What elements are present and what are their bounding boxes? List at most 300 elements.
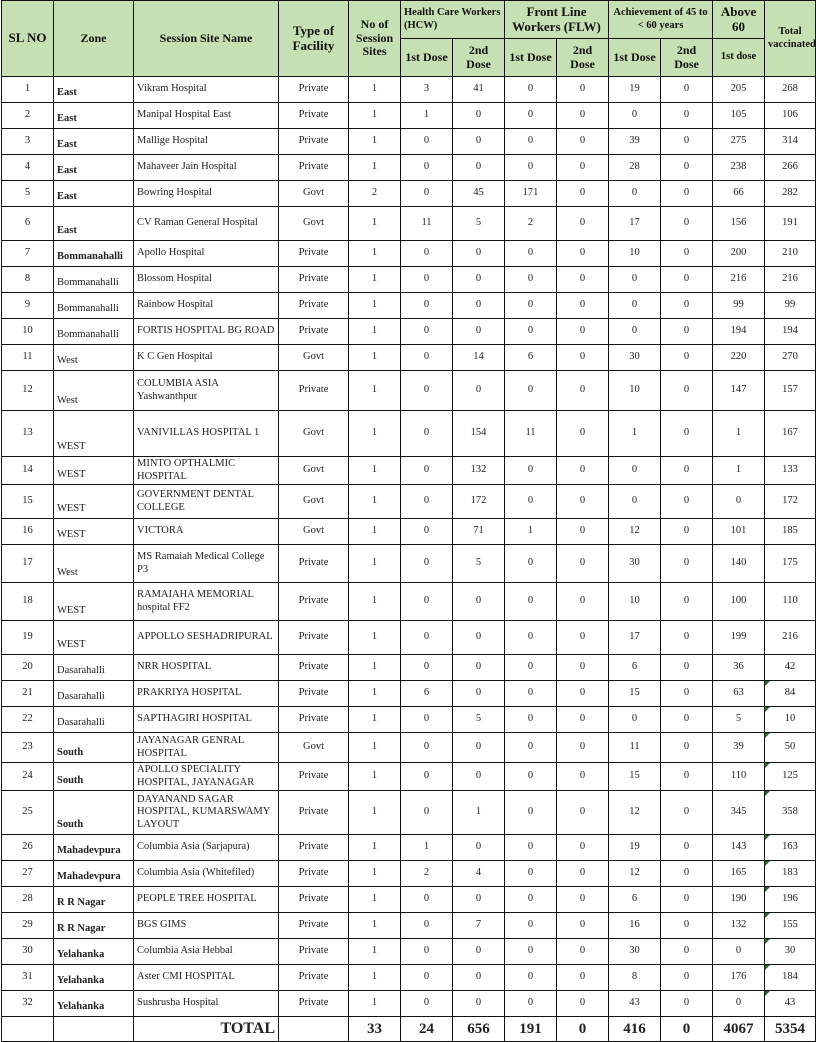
- table-row: [2, 707, 816, 733]
- above60-dose1-cell: 0: [713, 485, 765, 519]
- age45-dose1-cell: 12: [609, 519, 661, 545]
- hcw-dose1-cell: 0: [401, 965, 453, 991]
- total-vaccinated-cell: 84: [765, 681, 816, 707]
- total-vaccinated-cell: 185: [765, 519, 816, 545]
- session-sites-cell: 1: [349, 371, 401, 411]
- total-empty-type: [279, 1017, 349, 1042]
- table-row: [2, 733, 816, 763]
- session-sites-cell: 1: [349, 519, 401, 545]
- total-vaccinated-cell: 10: [765, 707, 816, 733]
- total-vaccinated-cell: 50: [765, 733, 816, 763]
- age45-dose1-cell: 19: [609, 77, 661, 103]
- zone-cell: East: [54, 129, 134, 155]
- hcw-dose2-cell: 0: [453, 965, 505, 991]
- header-above60-dose1: 1st dose: [713, 39, 765, 77]
- table-row: [2, 991, 816, 1017]
- session-site-cell: PEOPLE TREE HOSPITAL: [134, 887, 279, 913]
- session-site-cell: COLUMBIA ASIA Yashwanthpur: [134, 371, 279, 411]
- hcw-dose2-cell: 0: [453, 681, 505, 707]
- flw-dose2-cell: 0: [557, 707, 609, 733]
- total-vaccinated-cell: 163: [765, 835, 816, 861]
- sl-no-cell: 8: [2, 267, 54, 293]
- facility-type-cell: Private: [279, 129, 349, 155]
- above60-dose1-cell: 101: [713, 519, 765, 545]
- header-zone: Zone: [54, 1, 134, 77]
- table-row: [2, 913, 816, 939]
- facility-type-cell: Private: [279, 371, 349, 411]
- facility-type-cell: Private: [279, 655, 349, 681]
- age45-dose1-cell: 6: [609, 655, 661, 681]
- hcw-dose1-cell: 0: [401, 583, 453, 621]
- flw-dose1-cell: 0: [505, 319, 557, 345]
- flw-dose2-cell: 0: [557, 939, 609, 965]
- session-sites-cell: 1: [349, 293, 401, 319]
- hcw-dose2-cell: 0: [453, 763, 505, 791]
- header-flw-dose1: 1st Dose: [505, 39, 557, 77]
- sl-no-cell: 30: [2, 939, 54, 965]
- age45-dose2-cell: 0: [661, 791, 713, 835]
- table-row: [2, 293, 816, 319]
- age45-dose2-cell: 0: [661, 861, 713, 887]
- above60-dose1-cell: 0: [713, 939, 765, 965]
- above60-dose1-cell: 199: [713, 621, 765, 655]
- facility-type-cell: Govt: [279, 411, 349, 457]
- flw-dose1-cell: 0: [505, 545, 557, 583]
- age45-dose1-cell: 8: [609, 965, 661, 991]
- zone-cell: WEST: [54, 583, 134, 621]
- hcw-dose2-cell: 0: [453, 887, 505, 913]
- session-sites-cell: 1: [349, 267, 401, 293]
- age45-dose1-cell: 16: [609, 913, 661, 939]
- hcw-dose2-cell: 0: [453, 835, 505, 861]
- hcw-dose1-cell: 0: [401, 621, 453, 655]
- above60-dose1-cell: 205: [713, 77, 765, 103]
- hcw-dose1-cell: 0: [401, 707, 453, 733]
- session-site-cell: Apollo Hospital: [134, 241, 279, 267]
- table-row: [2, 345, 816, 371]
- above60-dose1-cell: 345: [713, 791, 765, 835]
- facility-type-cell: Private: [279, 319, 349, 345]
- age45-dose2-cell: 0: [661, 129, 713, 155]
- header-hcw: Health Care Workers (HCW): [401, 1, 505, 39]
- zone-cell: South: [54, 763, 134, 791]
- hcw-dose2-cell: 0: [453, 103, 505, 129]
- table-row: [2, 103, 816, 129]
- above60-dose1-cell: 39: [713, 733, 765, 763]
- age45-dose1-cell: 12: [609, 791, 661, 835]
- zone-cell: Mahadevpura: [54, 861, 134, 887]
- above60-dose1-cell: 165: [713, 861, 765, 887]
- flw-dose1-cell: 0: [505, 991, 557, 1017]
- hcw-dose2-cell: 0: [453, 293, 505, 319]
- sl-no-cell: 24: [2, 763, 54, 791]
- hcw-dose2-cell: 71: [453, 519, 505, 545]
- zone-cell: R R Nagar: [54, 887, 134, 913]
- total-vaccinated-cell: 133: [765, 457, 816, 485]
- session-site-cell: MS Ramaiah Medical College P3: [134, 545, 279, 583]
- session-site-cell: SAPTHAGIRI HOSPITAL: [134, 707, 279, 733]
- facility-type-cell: Private: [279, 965, 349, 991]
- flw-dose2-cell: 0: [557, 241, 609, 267]
- age45-dose2-cell: 0: [661, 583, 713, 621]
- table-row: [2, 583, 816, 621]
- session-sites-cell: 1: [349, 103, 401, 129]
- session-sites-cell: 1: [349, 207, 401, 241]
- hcw-dose1-cell: 0: [401, 267, 453, 293]
- total-flw-dose2: 0: [557, 1017, 609, 1042]
- hcw-dose1-cell: 0: [401, 939, 453, 965]
- hcw-dose2-cell: 0: [453, 733, 505, 763]
- age45-dose2-cell: 0: [661, 621, 713, 655]
- session-sites-cell: 1: [349, 319, 401, 345]
- flw-dose2-cell: 0: [557, 267, 609, 293]
- age45-dose2-cell: 0: [661, 319, 713, 345]
- age45-dose2-cell: 0: [661, 887, 713, 913]
- facility-type-cell: Private: [279, 583, 349, 621]
- above60-dose1-cell: 140: [713, 545, 765, 583]
- facility-type-cell: Private: [279, 103, 349, 129]
- age45-dose1-cell: 28: [609, 155, 661, 181]
- facility-type-cell: Private: [279, 913, 349, 939]
- table-row: [2, 655, 816, 681]
- session-site-cell: APOLLO SPECIALITY HOSPITAL, JAYANAGAR: [134, 763, 279, 791]
- zone-cell: South: [54, 791, 134, 835]
- facility-type-cell: Private: [279, 545, 349, 583]
- flw-dose1-cell: 0: [505, 939, 557, 965]
- flw-dose2-cell: 0: [557, 913, 609, 939]
- sl-no-cell: 9: [2, 293, 54, 319]
- age45-dose2-cell: 0: [661, 835, 713, 861]
- total-vaccinated-cell: 194: [765, 319, 816, 345]
- age45-dose2-cell: 0: [661, 267, 713, 293]
- session-sites-cell: 2: [349, 181, 401, 207]
- flw-dose2-cell: 0: [557, 519, 609, 545]
- zone-cell: Mahadevpura: [54, 835, 134, 861]
- age45-dose1-cell: 0: [609, 485, 661, 519]
- session-sites-cell: 1: [349, 991, 401, 1017]
- total-vaccinated-cell: 43: [765, 991, 816, 1017]
- session-sites-cell: 1: [349, 621, 401, 655]
- zone-cell: East: [54, 103, 134, 129]
- age45-dose2-cell: 0: [661, 77, 713, 103]
- flw-dose2-cell: 0: [557, 835, 609, 861]
- session-site-cell: Manipal Hospital East: [134, 103, 279, 129]
- zone-cell: West: [54, 345, 134, 371]
- age45-dose2-cell: 0: [661, 371, 713, 411]
- hcw-dose2-cell: 5: [453, 707, 505, 733]
- above60-dose1-cell: 100: [713, 583, 765, 621]
- age45-dose1-cell: 1: [609, 411, 661, 457]
- above60-dose1-cell: 238: [713, 155, 765, 181]
- flw-dose1-cell: 0: [505, 583, 557, 621]
- flw-dose2-cell: 0: [557, 181, 609, 207]
- age45-dose2-cell: 0: [661, 293, 713, 319]
- session-site-cell: Bowring Hospital: [134, 181, 279, 207]
- table-row: [2, 965, 816, 991]
- session-site-cell: JAYANAGAR GENRAL HOSPITAL: [134, 733, 279, 763]
- total-vaccinated-cell: 282: [765, 181, 816, 207]
- facility-type-cell: Govt: [279, 345, 349, 371]
- age45-dose1-cell: 15: [609, 681, 661, 707]
- session-site-cell: Rainbow Hospital: [134, 293, 279, 319]
- zone-cell: WEST: [54, 457, 134, 485]
- session-sites-cell: 1: [349, 241, 401, 267]
- zone-cell: East: [54, 77, 134, 103]
- header-hcw-dose2: 2nd Dose: [453, 39, 505, 77]
- flw-dose1-cell: 0: [505, 681, 557, 707]
- table-body: [2, 77, 816, 1042]
- table-row: [2, 371, 816, 411]
- table-row: [2, 791, 816, 835]
- table-row: [2, 77, 816, 103]
- vaccination-table: [1, 0, 816, 1042]
- session-site-cell: APPOLLO SESHADRIPURAL: [134, 621, 279, 655]
- age45-dose1-cell: 30: [609, 545, 661, 583]
- flw-dose1-cell: 0: [505, 371, 557, 411]
- age45-dose1-cell: 0: [609, 293, 661, 319]
- hcw-dose2-cell: 0: [453, 655, 505, 681]
- flw-dose2-cell: 0: [557, 319, 609, 345]
- session-sites-cell: 1: [349, 411, 401, 457]
- flw-dose1-cell: 0: [505, 155, 557, 181]
- sl-no-cell: 5: [2, 181, 54, 207]
- total-vaccinated-cell: 216: [765, 621, 816, 655]
- flw-dose1-cell: 0: [505, 791, 557, 835]
- session-site-cell: VANIVILLAS HOSPITAL 1: [134, 411, 279, 457]
- header-sl-no: SL NO: [2, 1, 54, 77]
- zone-cell: R R Nagar: [54, 913, 134, 939]
- hcw-dose2-cell: 7: [453, 913, 505, 939]
- hcw-dose1-cell: 0: [401, 241, 453, 267]
- above60-dose1-cell: 147: [713, 371, 765, 411]
- total-row: [2, 1017, 816, 1042]
- zone-cell: West: [54, 371, 134, 411]
- total-empty-sl: [2, 1017, 54, 1042]
- total-vaccinated-cell: 30: [765, 939, 816, 965]
- above60-dose1-cell: 176: [713, 965, 765, 991]
- age45-dose1-cell: 0: [609, 103, 661, 129]
- session-sites-cell: 1: [349, 77, 401, 103]
- flw-dose1-cell: 0: [505, 763, 557, 791]
- facility-type-cell: Private: [279, 155, 349, 181]
- session-site-cell: Columbia Asia Hebbal: [134, 939, 279, 965]
- hcw-dose1-cell: 0: [401, 763, 453, 791]
- table-row: [2, 861, 816, 887]
- total-age45-dose1: 416: [609, 1017, 661, 1042]
- session-site-cell: NRR HOSPITAL: [134, 655, 279, 681]
- table-row: [2, 519, 816, 545]
- session-sites-cell: 1: [349, 913, 401, 939]
- flw-dose1-cell: 0: [505, 887, 557, 913]
- sl-no-cell: 13: [2, 411, 54, 457]
- age45-dose2-cell: 0: [661, 181, 713, 207]
- above60-dose1-cell: 190: [713, 887, 765, 913]
- hcw-dose2-cell: 0: [453, 583, 505, 621]
- age45-dose1-cell: 0: [609, 267, 661, 293]
- table-row: [2, 181, 816, 207]
- flw-dose1-cell: 0: [505, 861, 557, 887]
- age45-dose1-cell: 6: [609, 887, 661, 913]
- session-site-cell: Mahaveer Jain Hospital: [134, 155, 279, 181]
- age45-dose2-cell: 0: [661, 681, 713, 707]
- header-age-dose1: 1st Dose: [609, 39, 661, 77]
- hcw-dose2-cell: 172: [453, 485, 505, 519]
- total-age45-dose2: 0: [661, 1017, 713, 1042]
- zone-cell: WEST: [54, 519, 134, 545]
- header-type-of-facility: Type of Facility: [279, 1, 349, 77]
- age45-dose1-cell: 10: [609, 241, 661, 267]
- hcw-dose1-cell: 0: [401, 345, 453, 371]
- facility-type-cell: Govt: [279, 207, 349, 241]
- facility-type-cell: Private: [279, 939, 349, 965]
- age45-dose1-cell: 17: [609, 621, 661, 655]
- flw-dose2-cell: 0: [557, 621, 609, 655]
- age45-dose1-cell: 11: [609, 733, 661, 763]
- sl-no-cell: 4: [2, 155, 54, 181]
- age45-dose1-cell: 10: [609, 583, 661, 621]
- session-site-cell: CV Raman General Hospital: [134, 207, 279, 241]
- table-row: [2, 763, 816, 791]
- hcw-dose2-cell: 154: [453, 411, 505, 457]
- session-site-cell: MINTO OPTHALMIC HOSPITAL: [134, 457, 279, 485]
- zone-cell: Dasarahalli: [54, 655, 134, 681]
- hcw-dose1-cell: 0: [401, 129, 453, 155]
- hcw-dose1-cell: 3: [401, 77, 453, 103]
- zone-cell: Bommanahalli: [54, 319, 134, 345]
- session-site-cell: Columbia Asia (Whitefiled): [134, 861, 279, 887]
- total-vaccinated-cell: 157: [765, 371, 816, 411]
- flw-dose2-cell: 0: [557, 103, 609, 129]
- total-vaccinated-cell: 358: [765, 791, 816, 835]
- table-row: [2, 129, 816, 155]
- facility-type-cell: Govt: [279, 519, 349, 545]
- age45-dose2-cell: 0: [661, 965, 713, 991]
- header-above-60: Above 60: [713, 1, 765, 39]
- sl-no-cell: 21: [2, 681, 54, 707]
- flw-dose2-cell: 0: [557, 345, 609, 371]
- age45-dose1-cell: 0: [609, 181, 661, 207]
- facility-type-cell: Govt: [279, 181, 349, 207]
- age45-dose2-cell: 0: [661, 939, 713, 965]
- flw-dose1-cell: 0: [505, 267, 557, 293]
- flw-dose1-cell: 1: [505, 519, 557, 545]
- total-vaccinated-cell: 99: [765, 293, 816, 319]
- session-sites-cell: 1: [349, 457, 401, 485]
- flw-dose2-cell: 0: [557, 155, 609, 181]
- zone-cell: Yelahanka: [54, 965, 134, 991]
- hcw-dose1-cell: 0: [401, 485, 453, 519]
- hcw-dose2-cell: 0: [453, 991, 505, 1017]
- flw-dose2-cell: 0: [557, 129, 609, 155]
- flw-dose2-cell: 0: [557, 887, 609, 913]
- facility-type-cell: Govt: [279, 457, 349, 485]
- flw-dose1-cell: 0: [505, 835, 557, 861]
- facility-type-cell: Private: [279, 791, 349, 835]
- session-sites-cell: 1: [349, 129, 401, 155]
- header-age-45-60: Achievement of 45 to < 60 years: [609, 1, 713, 39]
- header-flw: Front Line Workers (FLW): [505, 1, 609, 39]
- total-vaccinated-cell: 175: [765, 545, 816, 583]
- above60-dose1-cell: 143: [713, 835, 765, 861]
- age45-dose2-cell: 0: [661, 207, 713, 241]
- session-site-cell: Columbia Asia (Sarjapura): [134, 835, 279, 861]
- flw-dose1-cell: 0: [505, 103, 557, 129]
- flw-dose1-cell: 0: [505, 293, 557, 319]
- sl-no-cell: 11: [2, 345, 54, 371]
- age45-dose2-cell: 0: [661, 155, 713, 181]
- sl-no-cell: 28: [2, 887, 54, 913]
- flw-dose2-cell: 0: [557, 207, 609, 241]
- hcw-dose1-cell: 6: [401, 681, 453, 707]
- total-hcw-dose2: 656: [453, 1017, 505, 1042]
- total-hcw-dose1: 24: [401, 1017, 453, 1042]
- flw-dose1-cell: 0: [505, 733, 557, 763]
- sl-no-cell: 14: [2, 457, 54, 485]
- zone-cell: Yelahanka: [54, 991, 134, 1017]
- table-row: [2, 681, 816, 707]
- zone-cell: WEST: [54, 621, 134, 655]
- flw-dose1-cell: 0: [505, 457, 557, 485]
- above60-dose1-cell: 1: [713, 457, 765, 485]
- hcw-dose2-cell: 0: [453, 129, 505, 155]
- zone-cell: WEST: [54, 411, 134, 457]
- total-vaccinated-cell: 183: [765, 861, 816, 887]
- header-flw-dose2: 2nd Dose: [557, 39, 609, 77]
- flw-dose1-cell: 0: [505, 965, 557, 991]
- flw-dose1-cell: 0: [505, 241, 557, 267]
- age45-dose1-cell: 43: [609, 991, 661, 1017]
- flw-dose2-cell: 0: [557, 681, 609, 707]
- age45-dose1-cell: 12: [609, 861, 661, 887]
- above60-dose1-cell: 200: [713, 241, 765, 267]
- age45-dose1-cell: 19: [609, 835, 661, 861]
- header-age-dose2: 2nd Dose: [661, 39, 713, 77]
- total-vaccinated-cell: 172: [765, 485, 816, 519]
- above60-dose1-cell: 63: [713, 681, 765, 707]
- session-sites-cell: 1: [349, 939, 401, 965]
- sl-no-cell: 10: [2, 319, 54, 345]
- hcw-dose1-cell: 0: [401, 913, 453, 939]
- zone-cell: Bommanahalli: [54, 293, 134, 319]
- table-row: [2, 545, 816, 583]
- total-vaccinated-cell: 196: [765, 887, 816, 913]
- hcw-dose1-cell: 0: [401, 887, 453, 913]
- age45-dose2-cell: 0: [661, 763, 713, 791]
- flw-dose2-cell: 0: [557, 77, 609, 103]
- flw-dose2-cell: 0: [557, 485, 609, 519]
- hcw-dose2-cell: 0: [453, 155, 505, 181]
- age45-dose2-cell: 0: [661, 457, 713, 485]
- zone-cell: East: [54, 155, 134, 181]
- header-hcw-dose1: 1st Dose: [401, 39, 453, 77]
- sl-no-cell: 3: [2, 129, 54, 155]
- flw-dose1-cell: 0: [505, 913, 557, 939]
- age45-dose1-cell: 15: [609, 763, 661, 791]
- sl-no-cell: 23: [2, 733, 54, 763]
- table-row: [2, 485, 816, 519]
- table-row: [2, 411, 816, 457]
- hcw-dose1-cell: 0: [401, 411, 453, 457]
- session-site-cell: VICTORA: [134, 519, 279, 545]
- total-vaccinated: 5354: [765, 1017, 816, 1042]
- age45-dose1-cell: 0: [609, 319, 661, 345]
- hcw-dose1-cell: 1: [401, 103, 453, 129]
- total-vaccinated-cell: 110: [765, 583, 816, 621]
- facility-type-cell: Private: [279, 763, 349, 791]
- age45-dose1-cell: 0: [609, 707, 661, 733]
- total-vaccinated-cell: 125: [765, 763, 816, 791]
- session-sites-cell: 1: [349, 707, 401, 733]
